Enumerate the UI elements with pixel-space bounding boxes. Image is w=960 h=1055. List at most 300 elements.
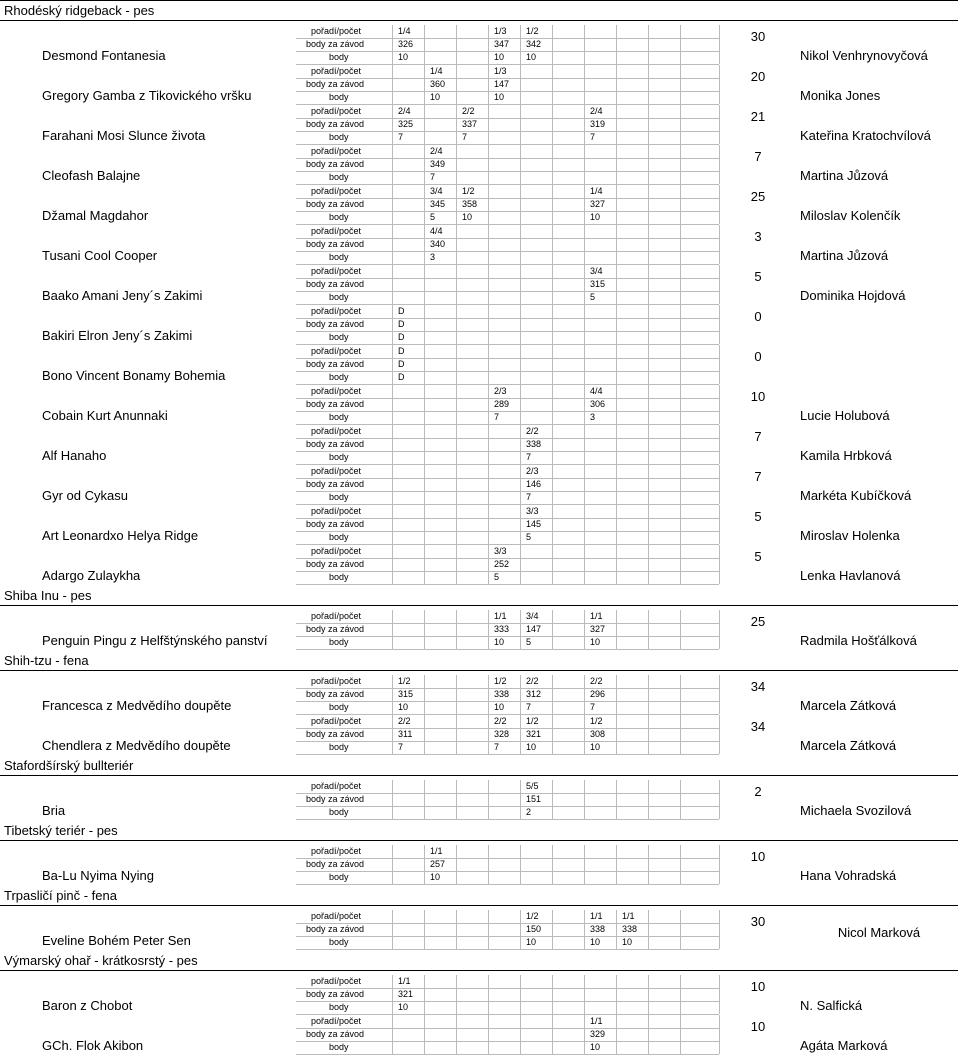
grid-line — [296, 531, 719, 532]
grid-line — [296, 131, 719, 132]
result-cell: 2 — [526, 806, 532, 817]
grid-column-line — [456, 185, 457, 224]
grid-line — [296, 64, 719, 65]
grid-column-line — [488, 505, 489, 544]
grid-column-line — [584, 675, 585, 714]
grid-column-line — [552, 225, 553, 264]
grid-column-line — [680, 975, 681, 1014]
row-label-score: body za závod — [306, 478, 365, 489]
grid-column-line — [392, 780, 393, 819]
result-cell: 328 — [494, 728, 510, 739]
grid-column-line — [648, 780, 649, 819]
grid-column-line — [648, 910, 649, 949]
dog-name: Penguin Pingu z Helfštýnského panství — [42, 632, 268, 648]
row-label-score: body za závod — [306, 793, 365, 804]
result-cell: 10 — [462, 211, 473, 222]
total-points: 7 — [754, 469, 762, 484]
result-cell: 7 — [526, 701, 532, 712]
grid-column-line — [456, 25, 457, 64]
grid-column-line — [648, 25, 649, 64]
owner-name: Lenka Havlanová — [800, 567, 901, 583]
dog-name: Cobain Kurt Anunnaki — [42, 407, 168, 423]
result-cell: 327 — [590, 623, 606, 634]
grid-column-line — [648, 225, 649, 264]
row-label-rank: pořadí/počet — [311, 306, 362, 316]
grid-column-line — [648, 715, 649, 754]
grid-column-line — [392, 305, 393, 344]
result-cell: 10 — [430, 871, 441, 882]
result-cell: 10 — [590, 741, 601, 752]
result-cell: 312 — [526, 688, 542, 699]
grid-column-line — [552, 105, 553, 144]
result-cell: 338 — [526, 438, 542, 449]
grid-line — [296, 649, 719, 650]
grid-column-line — [424, 845, 425, 884]
grid-column-line — [680, 145, 681, 184]
owner-name: Miroslav Holenka — [800, 527, 900, 543]
grid-line — [296, 224, 719, 225]
result-cell: 3/3 — [526, 506, 539, 516]
row-label-points: body — [329, 131, 349, 142]
grid-line — [296, 884, 719, 885]
breed-heading: Výmarský ohař - krátkosrstý - pes — [4, 953, 198, 968]
grid-line — [296, 754, 719, 755]
grid-column-line — [424, 425, 425, 464]
result-cell: 358 — [462, 198, 478, 209]
row-label-points: body — [329, 571, 349, 582]
grid-column-line — [456, 610, 457, 649]
grid-line — [296, 211, 719, 212]
result-cell: D — [398, 371, 405, 382]
dog-name: Baron z Chobot — [42, 997, 133, 1013]
result-cell: 10 — [590, 936, 601, 947]
row-label-rank: pořadí/počet — [311, 186, 362, 196]
grid-column-line — [488, 465, 489, 504]
row-label-score: body za závod — [306, 1028, 365, 1039]
grid-column-line — [520, 265, 521, 304]
result-cell: 5 — [430, 211, 436, 222]
result-cell: 10 — [430, 91, 441, 102]
result-cell: 2/3 — [526, 466, 539, 476]
grid-column-line — [392, 65, 393, 104]
grid-column-line — [424, 105, 425, 144]
result-cell: 3/4 — [430, 186, 443, 196]
grid-line — [296, 714, 719, 715]
dog-name: Baako Amani Jeny´s Zakimi — [42, 287, 203, 303]
grid-line — [296, 371, 719, 372]
grid-column-line — [424, 345, 425, 384]
total-points: 30 — [750, 29, 766, 44]
grid-column-line — [392, 910, 393, 949]
row-label-score: body za závod — [306, 118, 365, 129]
grid-column-line — [584, 65, 585, 104]
grid-column-line — [616, 185, 617, 224]
result-cell: 347 — [494, 38, 510, 49]
result-cell: 2/2 — [526, 676, 539, 686]
grid-column-line — [520, 1015, 521, 1054]
grid-column-line — [456, 385, 457, 424]
grid-column-line — [520, 465, 521, 504]
grid-column-line — [488, 545, 489, 584]
grid-column-line — [392, 715, 393, 754]
grid-column-line — [488, 185, 489, 224]
row-label-score: body za závod — [306, 158, 365, 169]
grid-column-line — [520, 105, 521, 144]
grid-column-line — [520, 715, 521, 754]
grid-column-line — [520, 425, 521, 464]
result-cell: 10 — [398, 1001, 409, 1012]
owner-name: Dominika Hojdová — [800, 287, 906, 303]
grid-column-line — [392, 265, 393, 304]
grid-column-line — [424, 910, 425, 949]
grid-column-line — [424, 265, 425, 304]
grid-column-line — [648, 105, 649, 144]
grid-column-line — [424, 305, 425, 344]
grid-column-line — [424, 225, 425, 264]
grid-column-line — [488, 305, 489, 344]
result-cell: 338 — [590, 923, 606, 934]
grid-line — [296, 264, 719, 265]
grid-column-line — [680, 715, 681, 754]
breed-divider — [0, 840, 958, 841]
owner-name: Hana Vohradská — [800, 867, 897, 883]
grid-column-line — [488, 425, 489, 464]
breed-heading: Shih-tzu - fena — [4, 653, 89, 668]
row-label-rank: pořadí/počet — [311, 546, 362, 556]
grid-line — [296, 1041, 719, 1042]
grid-line — [296, 544, 719, 545]
grid-column-line — [552, 25, 553, 64]
grid-column-line — [424, 145, 425, 184]
grid-column-line — [520, 345, 521, 384]
grid-line — [296, 584, 719, 585]
row-label-points: body — [329, 211, 349, 222]
result-cell: 1/1 — [590, 911, 603, 921]
result-cell: 10 — [494, 636, 505, 647]
grid-line — [296, 936, 719, 937]
grid-line — [296, 464, 719, 465]
result-cell: 7 — [398, 131, 404, 142]
grid-column-line — [488, 265, 489, 304]
dog-name: Chendlera z Medvědího doupěte — [42, 737, 231, 753]
grid-line — [296, 171, 719, 172]
grid-column-line — [648, 305, 649, 344]
result-cell: 2/2 — [494, 716, 507, 726]
row-label-rank: pořadí/počet — [311, 911, 362, 921]
grid-line — [296, 504, 719, 505]
owner-name: Nikol Venhrynovyčová — [800, 47, 928, 63]
grid-line — [296, 304, 719, 305]
total-points: 5 — [754, 509, 762, 524]
grid-column-line — [648, 425, 649, 464]
owner-name: Radmila Hošťálková — [800, 632, 917, 648]
result-cell: 337 — [462, 118, 478, 129]
grid-column-line — [552, 505, 553, 544]
dog-name: Desmond Fontanesia — [42, 47, 166, 63]
row-label-points: body — [329, 331, 349, 342]
result-cell: 7 — [526, 451, 532, 462]
grid-column-line — [392, 505, 393, 544]
owner-name: Kateřina Kratochvílová — [800, 127, 931, 143]
grid-column-line — [616, 845, 617, 884]
grid-column-line — [552, 345, 553, 384]
total-points: 2 — [754, 784, 762, 799]
grid-column-line — [488, 25, 489, 64]
result-cell: 1/3 — [494, 66, 507, 76]
grid-column-line — [680, 25, 681, 64]
result-cell: 7 — [398, 741, 404, 752]
grid-column-line — [456, 265, 457, 304]
result-cell: 1/2 — [494, 676, 507, 686]
grid-column-line — [392, 225, 393, 264]
row-label-points: body — [329, 91, 349, 102]
row-label-rank: pořadí/počet — [311, 611, 362, 621]
row-label-score: body za závod — [306, 988, 365, 999]
grid-column-line — [552, 845, 553, 884]
grid-column-line — [680, 780, 681, 819]
breed-heading: Trpasličí pinč - fena — [4, 888, 117, 903]
result-cell: 360 — [430, 78, 446, 89]
grid-column-line — [616, 715, 617, 754]
owner-name: Lucie Holubová — [800, 407, 890, 423]
result-cell: 10 — [398, 701, 409, 712]
grid-column-line — [520, 225, 521, 264]
row-label-rank: pořadí/počet — [311, 781, 362, 791]
grid-column-line — [648, 65, 649, 104]
grid-column-line — [424, 545, 425, 584]
grid-column-line — [392, 105, 393, 144]
grid-column-line — [616, 545, 617, 584]
row-label-rank: pořadí/počet — [311, 386, 362, 396]
result-cell: 333 — [494, 623, 510, 634]
grid-column-line — [584, 225, 585, 264]
result-cell: 2/2 — [462, 106, 475, 116]
grid-column-line — [520, 185, 521, 224]
grid-line — [296, 251, 719, 252]
grid-column-line — [392, 145, 393, 184]
owner-name: Miloslav Kolenčík — [800, 207, 901, 223]
grid-column-line — [584, 975, 585, 1014]
result-cell: 7 — [462, 131, 468, 142]
grid-column-line — [648, 265, 649, 304]
grid-line — [296, 819, 719, 820]
grid-line — [296, 184, 719, 185]
grid-column-line — [488, 1015, 489, 1054]
grid-line — [296, 491, 719, 492]
result-cell: 321 — [526, 728, 542, 739]
result-cell: 2/4 — [430, 146, 443, 156]
grid-column-line — [456, 105, 457, 144]
grid-column-line — [648, 975, 649, 1014]
result-cell: 3 — [430, 251, 436, 262]
result-cell: D — [398, 318, 405, 329]
result-cell: 1/2 — [590, 716, 603, 726]
grid-column-line — [680, 345, 681, 384]
grid-column-line — [552, 610, 553, 649]
grid-column-line — [680, 385, 681, 424]
grid-column-line — [520, 675, 521, 714]
result-cell: 308 — [590, 728, 606, 739]
grid-column-line — [648, 345, 649, 384]
grid-column-line — [456, 545, 457, 584]
breed-heading: Stafordšírský bullteriér — [4, 758, 134, 773]
grid-column-line — [616, 910, 617, 949]
result-cell: 306 — [590, 398, 606, 409]
result-cell: 321 — [398, 988, 414, 999]
result-cell: 257 — [430, 858, 446, 869]
grid-column-line — [552, 385, 553, 424]
result-cell: 150 — [526, 923, 542, 934]
result-cell: 147 — [526, 623, 542, 634]
grid-column-line — [456, 675, 457, 714]
grid-column-line — [648, 545, 649, 584]
result-cell: 1/1 — [494, 611, 507, 621]
result-cell: 7 — [494, 411, 500, 422]
row-label-points: body — [329, 251, 349, 262]
row-label-rank: pořadí/počet — [311, 226, 362, 236]
row-label-score: body za závod — [306, 318, 365, 329]
dog-name: Eveline Bohém Peter Sen — [42, 932, 191, 948]
grid-column-line — [392, 975, 393, 1014]
owner-name: Kamila Hrbková — [800, 447, 892, 463]
grid-column-line — [584, 385, 585, 424]
grid-column-line — [680, 675, 681, 714]
dog-name: Bria — [42, 802, 66, 818]
owner-name: N. Salfická — [800, 997, 863, 1013]
grid-column-line — [456, 425, 457, 464]
grid-column-line — [680, 545, 681, 584]
row-label-score: body za závod — [306, 438, 365, 449]
row-label-score: body za závod — [306, 358, 365, 369]
grid-column-line — [552, 425, 553, 464]
grid-column-line — [552, 545, 553, 584]
grid-column-line — [648, 675, 649, 714]
grid-column-line — [584, 105, 585, 144]
breed-heading: Rhodéský ridgeback - pes — [4, 3, 155, 18]
grid-column-line — [552, 305, 553, 344]
grid-column-line — [520, 385, 521, 424]
grid-column-line — [392, 25, 393, 64]
row-label-score: body za závod — [306, 198, 365, 209]
owner-name: Monika Jones — [800, 87, 881, 103]
row-label-points: body — [329, 451, 349, 462]
grid-column-line — [584, 715, 585, 754]
result-cell: 1/2 — [398, 676, 411, 686]
result-cell: 10 — [590, 1041, 601, 1052]
result-cell: 1/4 — [398, 26, 411, 36]
result-cell: D — [398, 306, 405, 316]
result-cell: 349 — [430, 158, 446, 169]
row-label-score: body za závod — [306, 923, 365, 934]
grid-column-line — [456, 505, 457, 544]
grid-column-line — [584, 845, 585, 884]
grid-column-line — [488, 385, 489, 424]
total-points: 7 — [754, 429, 762, 444]
dog-name: Farahani Mosi Slunce života — [42, 127, 206, 143]
grid-line — [296, 424, 719, 425]
result-cell: 340 — [430, 238, 446, 249]
grid-column-line — [616, 25, 617, 64]
grid-column-line — [680, 105, 681, 144]
grid-column-line — [680, 65, 681, 104]
grid-column-line — [584, 425, 585, 464]
grid-column-line — [584, 465, 585, 504]
total-points: 10 — [750, 979, 766, 994]
result-cell: 311 — [398, 728, 413, 739]
row-label-points: body — [329, 1001, 349, 1012]
grid-column-line — [584, 265, 585, 304]
row-label-score: body za závod — [306, 688, 365, 699]
grid-column-line — [520, 545, 521, 584]
result-cell: 338 — [494, 688, 510, 699]
row-label-rank: pořadí/počet — [311, 426, 362, 436]
grid-column-line — [584, 1015, 585, 1054]
breed-divider — [0, 775, 958, 776]
grid-column-line — [616, 425, 617, 464]
result-cell: 3/4 — [590, 266, 603, 276]
row-label-points: body — [329, 51, 349, 62]
row-label-score: body za závod — [306, 78, 365, 89]
grid-column-line — [552, 65, 553, 104]
result-cell: 326 — [398, 38, 414, 49]
result-cell: 252 — [494, 558, 510, 569]
grid-column-line — [648, 185, 649, 224]
owner-name: Michaela Svozilová — [800, 802, 912, 818]
grid-column-line — [552, 265, 553, 304]
grid-column-line — [584, 505, 585, 544]
grid-column-line — [552, 910, 553, 949]
grid-column-line — [680, 305, 681, 344]
result-cell: 5/5 — [526, 781, 539, 791]
result-cell: 147 — [494, 78, 510, 89]
dog-name: Bono Vincent Bonamy Bohemia — [42, 367, 226, 383]
dog-name: Alf Hanaho — [42, 447, 107, 463]
row-label-rank: pořadí/počet — [311, 506, 362, 516]
grid-column-line — [680, 910, 681, 949]
grid-column-line — [424, 385, 425, 424]
total-points: 20 — [750, 69, 766, 84]
grid-column-line — [552, 715, 553, 754]
result-cell: 2/4 — [398, 106, 411, 116]
breed-heading: Shiba Inu - pes — [4, 588, 92, 603]
grid-column-line — [424, 465, 425, 504]
result-cell: 1/2 — [526, 911, 539, 921]
result-cell: D — [398, 358, 405, 369]
grid-column-line — [456, 1015, 457, 1054]
row-label-rank: pořadí/počet — [311, 106, 362, 116]
row-label-points: body — [329, 636, 349, 647]
grid-column-line — [424, 975, 425, 1014]
grid-column-line — [488, 145, 489, 184]
grid-column-line — [680, 425, 681, 464]
result-cell: 1/2 — [526, 716, 539, 726]
grid-column-line — [584, 185, 585, 224]
row-label-points: body — [329, 871, 349, 882]
grid-column-line — [520, 780, 521, 819]
row-label-score: body za závod — [306, 728, 365, 739]
grid-column-line — [616, 610, 617, 649]
result-cell: 2/4 — [590, 106, 603, 116]
row-label-points: body — [329, 936, 349, 947]
grid-column-line — [616, 975, 617, 1014]
row-label-score: body za závod — [306, 398, 365, 409]
result-cell: D — [398, 331, 405, 342]
grid-column-line — [648, 385, 649, 424]
owner-name: Marcela Zátková — [800, 737, 897, 753]
result-cell: 10 — [494, 51, 505, 62]
grid-column-line — [552, 675, 553, 714]
grid-column-line — [392, 1015, 393, 1054]
